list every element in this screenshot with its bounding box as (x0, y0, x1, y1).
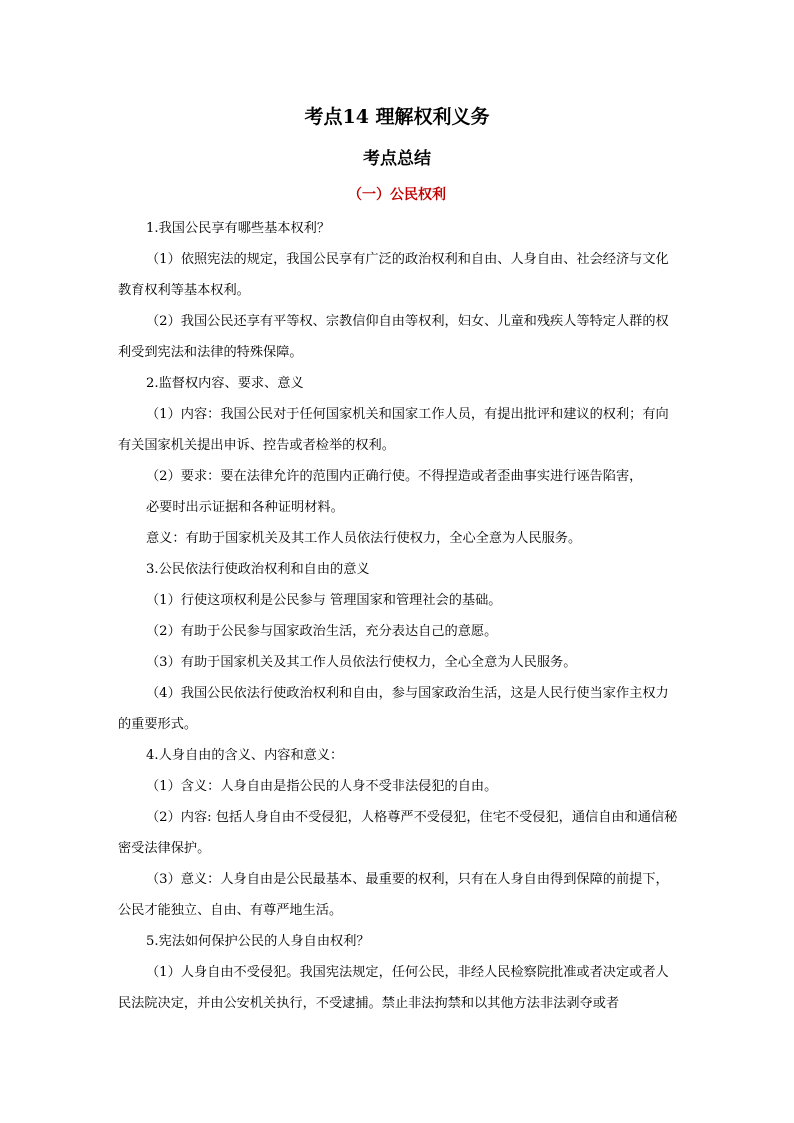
paragraph: （4）我国公民依法行使政治权利和自由，参与国家政治生活，这是人民行使当家作主权力的重要形式。 (118, 686, 669, 732)
paragraph: （1）行使这项权利是公民参与 管理国家和管理社会的基础。 (146, 593, 502, 608)
paragraph: （2）要求：要在法律允许的范围内正确行使。不得捏造或者歪曲事实进行诬告陷害， (146, 469, 643, 484)
paragraph: （1）人身自由不受侵犯。我国宪法规定，任何公民，非经人民检察院批准或者决定或者人民法院决定，并由公安机关执行，不受逮捕。禁止非法拘禁和以其他方法非法剥夺或者 (118, 965, 669, 1011)
paragraph: （1）内容：我国公民对于任何国家机关和国家工作人员，有提出批评和建议的权利；有向有关国家机关提出申诉、控告或者检举的权利。 (118, 407, 669, 453)
question-heading: 3.公民依法行使政治权利和自由的意义 (146, 562, 370, 577)
paragraph: （3）意义：人身自由是公民最基本、最重要的权利，只有在人身自由得到保障的前提下，公民才能独立、自由、有尊严地生活。 (118, 872, 669, 918)
question-heading: 5.宪法如何保护公民的人身自由权利？ (146, 934, 370, 949)
paragraph-continuation: 必要时出示证据和各种证明材料。 (146, 500, 344, 515)
paragraph: （1）依照宪法的规定，我国公民享有广泛的政治权利和自由、人身自由、社会经济与文化教育权利等基本权利。 (118, 252, 669, 298)
paragraph: （2）有助于公民参与国家政治生活，充分表达自己的意愿。 (146, 624, 498, 639)
document-body (118, 213, 678, 1019)
document-subtitle: 考点总结 (363, 149, 431, 169)
question-heading: 4.人身自由的含义、内容和意义： (146, 748, 344, 763)
paragraph: （2）内容: 包括人身自由不受侵犯，人格尊严不受侵犯，住宅不受侵犯，通信自由和通信秘密受法律保护。 (118, 810, 678, 856)
paragraph: 意义：有助于国家机关及其工作人员依法行使权力，全心全意为人民服务。 (146, 531, 582, 546)
paragraph: （1）含义：人身自由是指公民的人身不受非法侵犯的自由。 (146, 779, 498, 794)
paragraph: （3）有助于国家机关及其工作人员依法行使权力，全心全意为人民服务。 (146, 655, 577, 670)
question-heading: 2.监督权内容、要求、意义 (146, 376, 304, 391)
section-heading: （一）公民权利 (348, 187, 446, 203)
paragraph: （2）我国公民还享有平等权、宗教信仰自由等权利，妇女、儿童和残疾人等特定人群的权利受到宪法和法律的特殊保障。 (118, 314, 669, 360)
question-heading: 1.我国公民享有哪些基本权利？ (146, 221, 331, 236)
document-title: 考点14 理解权利义务 (304, 106, 490, 128)
